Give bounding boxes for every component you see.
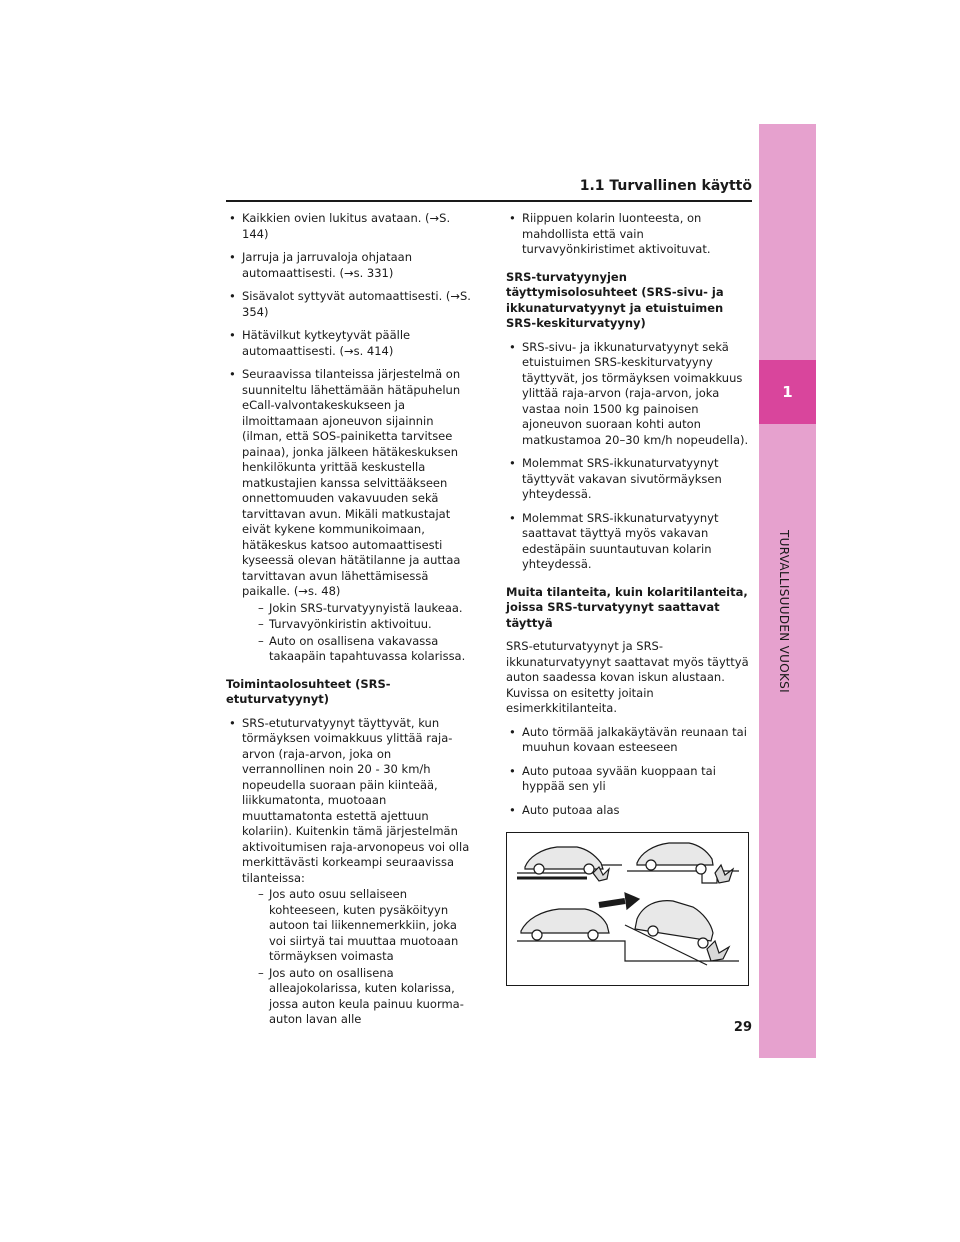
bullet-item (226, 367, 472, 665)
bullet-item (226, 716, 472, 1028)
section-title: 1.1 Turvallinen käyttö (579, 178, 752, 194)
header-rule (226, 200, 752, 202)
bullet-text: Seuraavissa tilanteissa järjestelmä on suunniteltu lähettämään hätäpuhelun eCall-valvontakeskukseen ja ilmoittamaan ajoneuvon sijainnin (ilman, että SOS-painiketta tarvitsee painaa), jonka jälkeen hätäkeskuksen henkilökunta yrittää keskustella matkustajien kanssa selvittääkseen onnettomuuden vakavuuden sekä tarvittavan avun. Mikäli matkustajat eivät kykene kommunikoimaan, hätäkeskus katsoo automaattisesti kyseessä olevan hätätilanne ja auttaa tarvittavan avun lähettämisessä paikalle. (→s. 48) (242, 367, 461, 598)
bullet-text: SRS-etuturvatyynyt täyttyvät, kun törmäyksen voimakkuus ylittää raja-arvon (raja-arvon, joka on verrannollinen noin 20 - 30 km/h nopeudella suoraan päin kiinteää, liikkumatonta, muotoaan muuttamatonta estettä ajettuun kolariin). Kuitenkin tämä järjestelmän aktivoitumisen raja-arvonopeus voi olla merkittävästi korkeampi seuraavissa tilanteissa: (242, 715, 470, 885)
bullet-item: • SRS-sivu- ja ikkunaturvatyynyt sekä etuistuimen SRS-keskiturvatyyny täyttyvät, jos törmäyksen voimakkuus ylittää raja-arvon (raja-arvon, joka vastaa noin 1500 kg painoisen ajoneuvon suoraan kohti auton matkustamoa 20–30 km/h nopeudella). (506, 340, 752, 449)
dash-item: – Jos auto on osallisena alleajokolarissa, kuten kolarissa, jossa auton keula painuu kuorma-auton lavan alle (242, 966, 472, 1028)
chapter-label: TURVALLISUUDEN VUOKSI (777, 530, 791, 693)
dash-item: – Jokin SRS-turvatyynyistä laukeaa. (242, 601, 472, 617)
bullet-item: • Auto putoaa alas (506, 803, 752, 819)
bullet-item: • Kaikkien ovien lukitus avataan. (→S. 144) (226, 211, 472, 242)
page-number: 29 (733, 1020, 752, 1035)
airbag-situations-illustration (506, 832, 749, 986)
bullet-item: • Auto törmää jalkakäytävän reunaan tai muuhun kovaan esteeseen (506, 725, 752, 756)
left-column (226, 211, 472, 1036)
paragraph: SRS-etuturvatyynyt ja SRS-ikkunaturvatyynyt saattavat myös täyttyä auton saadessa kovan iskun alustaan. Kuvissa on esitetty joitain esimerkkitilanteita. (506, 639, 749, 715)
bullet-item: • Hätävilkut kytkeytyvät päälle automaattisesti. (→s. 414) (226, 328, 472, 359)
dash-item: – Turvavyönkiristin aktivoituu. (242, 617, 472, 633)
bullet-item: • Molemmat SRS-ikkunaturvatyynyt täyttyvät vakavan sivutörmäyksen yhteydessä. (506, 456, 752, 503)
chapter-sidebar (759, 124, 816, 1058)
dash-item: – Jos auto osuu sellaiseen kohteeseen, kuten pysäköityyn autoon tai liikennemerkkiin, joka voi siirtyä tai muuttaa muotoaan törmäyksen voimasta (242, 887, 472, 965)
section-heading: Toimintaolosuhteet (SRS-etuturvatyynyt) (226, 676, 391, 706)
chapter-number: 1 (759, 360, 816, 424)
bullet-item: • Molemmat SRS-ikkunaturvatyynyt saattavat täyttyä myös vakavan edestäpäin suuntautuvan kolarin yhteydessä. (506, 511, 752, 573)
bullet-item: • Riippuen kolarin luonteesta, on mahdollista että vain turvavyönkiristimet aktivoituvat. (506, 211, 752, 258)
right-column (506, 211, 752, 826)
section-heading: SRS-turvatyynyjen täyttymisolosuhteet (SRS-sivu- ja ikkunaturvatyynyt ja etuistuimen SRS-keskiturvatyyny) (506, 269, 724, 330)
bullet-item: • Auto putoaa syvään kuoppaan tai hyppää sen yli (506, 764, 752, 795)
dash-item: – Auto on osallisena vakavassa takaapäin tapahtuvassa kolarissa. (242, 634, 472, 665)
illustration-drawing (507, 833, 748, 985)
bullet-item: • Jarruja ja jarruvaloja ohjataan automaattisesti. (→s. 331) (226, 250, 472, 281)
bullet-item: • Sisävalot syttyvät automaattisesti. (→S. 354) (226, 289, 472, 320)
section-heading: Muita tilanteita, kuin kolaritilanteita, joissa SRS-turvatyynyt saattavat täyttyä (506, 584, 748, 630)
